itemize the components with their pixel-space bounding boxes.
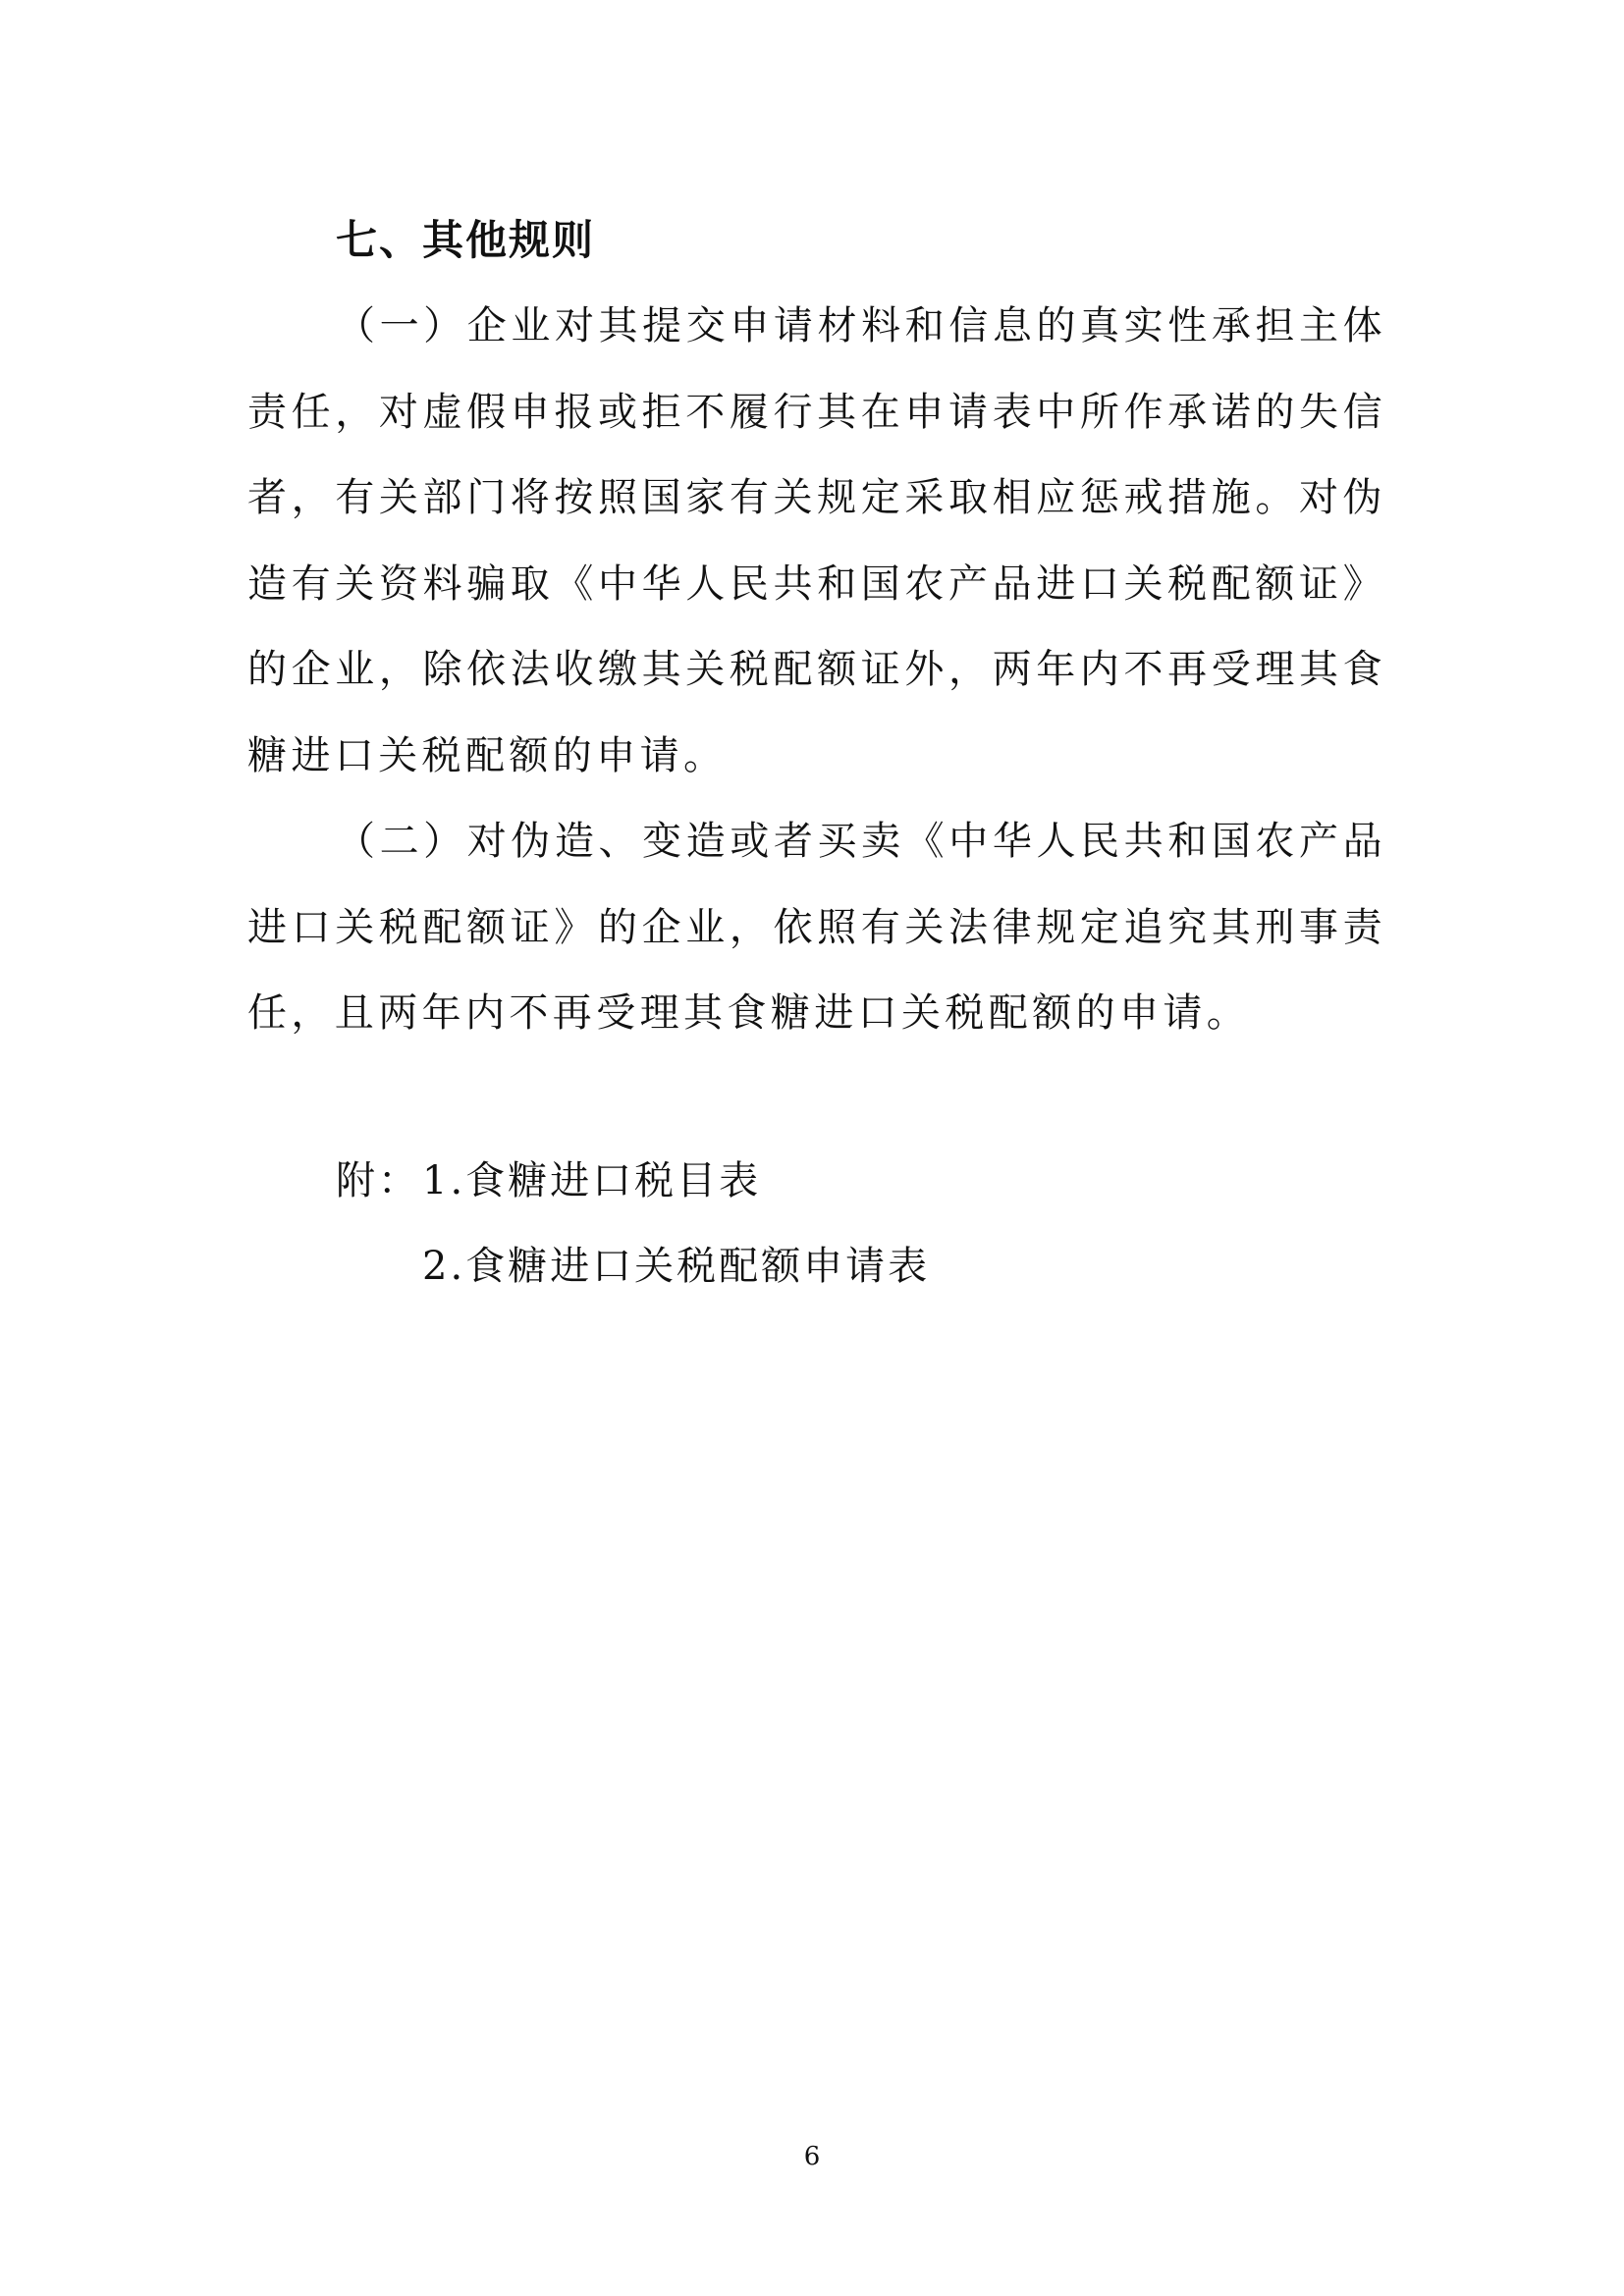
page-number: 6 [803, 2142, 821, 2171]
attachment-item-label: 2.食糖进口关税配额申请表 [422, 1244, 931, 1289]
attachment-item [336, 1139, 930, 1224]
paragraph-2: （二）对伪造、变造或者买卖《中华人民共和国农产品进口关税配额证》的企业，依照有关法律规定追究其刑事责任，且两年内不再受理其食糖进口关税配额的申请。 [247, 819, 1386, 1036]
attachments-list [336, 1139, 930, 1309]
attachment-item [336, 1224, 930, 1309]
paragraph-1: （一）企业对其提交申请材料和信息的真实性承担主体责任，对虚假申报或拒不履行其在申请表中所作承诺的失信者，有关部门将按照国家有关规定采取相应惩戒措施。对伪造有关资料骗取《中华人民共和国农产品进口关税配额证》的企业，除依法收缴其关税配额证外，两年内不再受理其食糖进口关税配额的申请。 [247, 303, 1386, 778]
section-heading: 七、其他规则 [336, 216, 596, 264]
attachment-item-label: 1.食糖进口税目表 [422, 1158, 762, 1203]
attachments-prefix: 附： [336, 1158, 420, 1203]
attachment-indent [336, 1224, 422, 1309]
